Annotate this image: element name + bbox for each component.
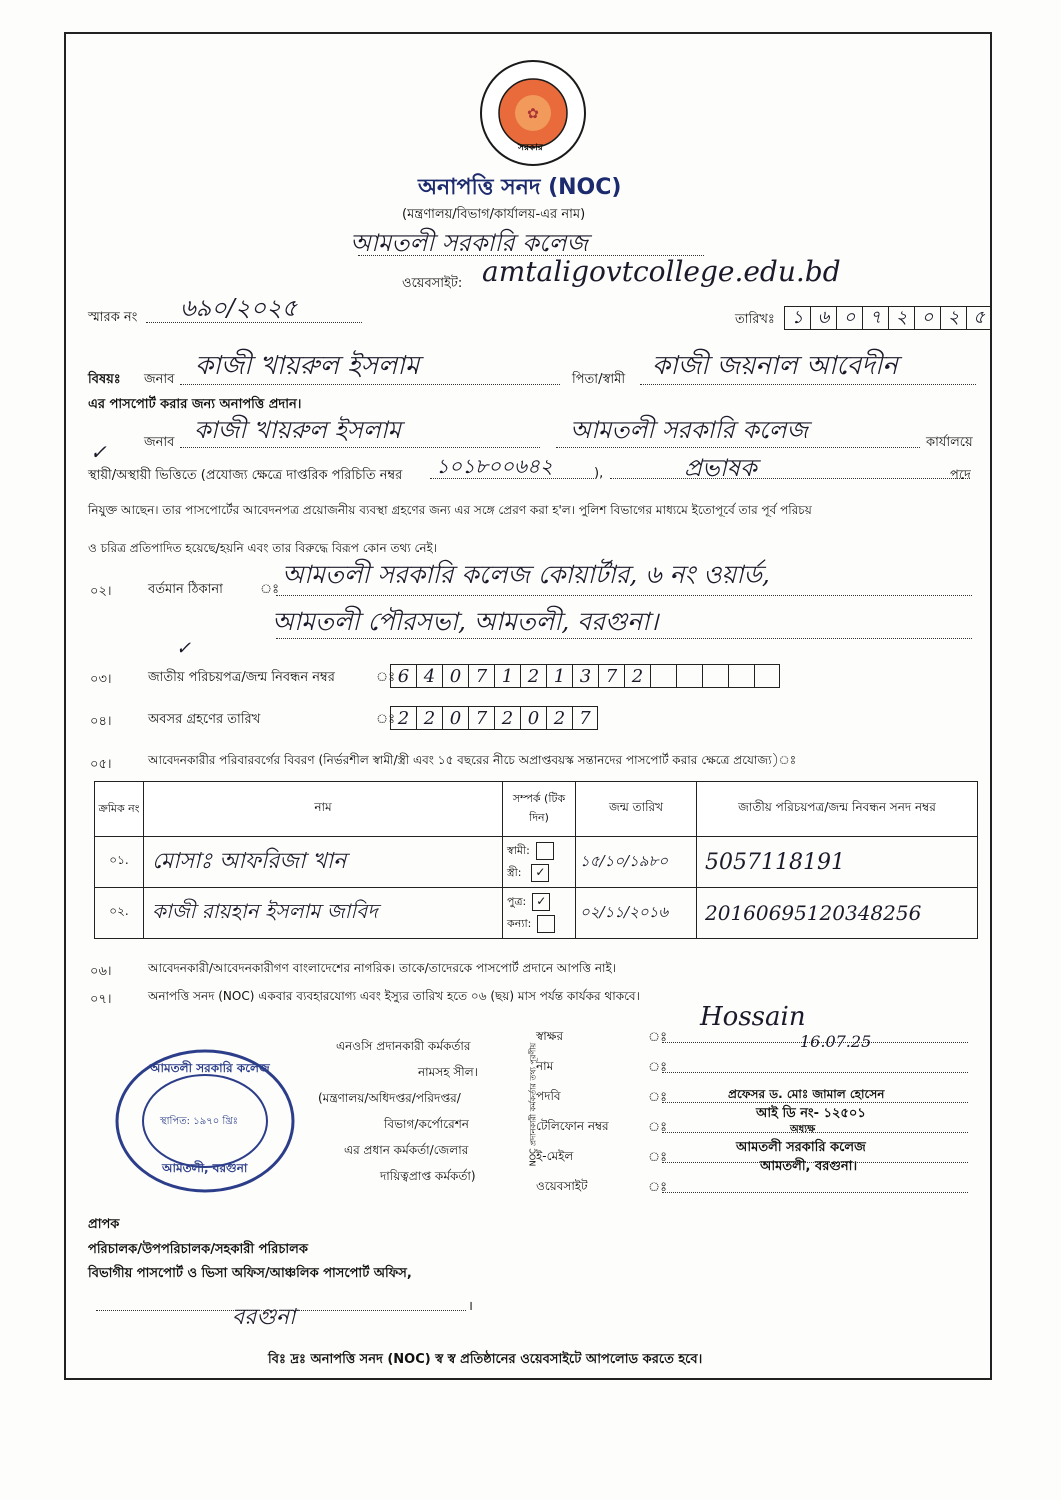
family-table — [94, 781, 978, 939]
digit-box: ০ — [914, 306, 940, 330]
seal-line-2: আই ডি নং- ১২৫০১ — [756, 1106, 866, 1121]
address-label: বর্তমান ঠিকানা — [148, 582, 223, 597]
digit-box: 0 — [520, 706, 546, 730]
office-value: আমতলী সরকারি কলেজ — [570, 416, 808, 444]
digit-box: 7 — [598, 664, 624, 688]
nid-boxes — [390, 664, 780, 688]
item-07-number: ০৭। — [90, 992, 112, 1007]
digit-box: ২ — [940, 306, 966, 330]
col-relation: সম্পর্ক (টিক দিন) — [503, 782, 576, 837]
digit-box: 2 — [520, 664, 546, 688]
janab-label: জনাব — [144, 372, 175, 387]
date-label: তারিখঃ — [735, 312, 775, 327]
digit-box — [650, 664, 676, 688]
recipient-line-2: বিভাগীয় পাসপোর্ট ও ভিসা অফিস/আঞ্চলিক পাসপোর্ট অফিস, — [88, 1266, 412, 1281]
digit-box: 7 — [468, 664, 494, 688]
field-name: নাম — [536, 1059, 554, 1073]
col-dob: জন্ম তারিখ — [576, 782, 697, 837]
digit-box: 0 — [442, 706, 468, 730]
paragraph-2: ও চরিত্র প্রতিপাদিত হয়েছে/হয়নি এবং তার বিরুদ্ধে বিরূপ কোন তথ্য নেই। — [88, 541, 438, 555]
relation-checkbox[interactable] — [536, 842, 554, 860]
stamp-bottom: আমতলী, বরগুনা — [162, 1161, 248, 1175]
field-phone: টেলিফোন নম্বর — [536, 1119, 609, 1133]
table-row — [95, 888, 978, 939]
official-id: ১০১৮০০৬৪২ — [436, 454, 553, 478]
stamp-sub: স্থাপিত: ১৯৭০ খ্রিঃ — [160, 1116, 239, 1127]
officer-left-4: এর প্রধান কর্মকর্তা/জেলার — [344, 1143, 469, 1157]
item-07-text: অনাপত্তি সনদ (NOC) একবার ব্যবহারযোগ্য এবং ইস্যুর তারিখ হতে ০৬ (ছয়) মাস পর্যন্ত কার্যকর থাকবে। — [148, 989, 640, 1003]
digit-box: 3 — [572, 664, 598, 688]
memo-value: ৬৯০/২০২৫ — [180, 294, 298, 322]
digit-box: ০ — [836, 306, 862, 330]
recipient-line-1: পরিচালক/উপপরিচালক/সহকারী পরিচালক — [88, 1242, 308, 1257]
digit-box: 1 — [494, 664, 520, 688]
officer-left-1: নামসহ সীল। — [418, 1065, 478, 1079]
retire-label: অবসর গ্রহণের তারিখ — [148, 712, 261, 727]
seal-line-5: আমতলী, বরগুনা। — [760, 1159, 858, 1174]
col-name: নাম — [144, 782, 503, 837]
field-designation: পদবি — [536, 1089, 561, 1103]
family-label: আবেদনকারীর পরিবারবর্গের বিবরণ (নির্ভরশীল স্বামী/স্ত্রী এবং ১৫ বছরের নীচে অপ্রাপ্তবয়স্ক সন্তানদের পাসপোর্ট করার ক্ষেত্রে প্রযোজ্য)ঃ — [148, 753, 797, 767]
relation-checkbox[interactable]: ✓ — [531, 864, 549, 882]
field-website: ওয়েবসাইট — [536, 1179, 588, 1193]
relation-checkbox[interactable] — [537, 915, 555, 933]
item-06-text: আবেদনকারী/আবেদনকারীগণ বাংলাদেশের নাগরিক। তাকে/তাদেরকে পাসপোর্ট প্রদানে আপত্তি নাই। — [148, 961, 617, 975]
digit-box: ২ — [888, 306, 914, 330]
row-id: 5057118191 — [697, 837, 978, 888]
basis-label: স্থায়ী/অস্থায়ী ভিত্তিতে (প্রযোজ্য ক্ষেত্রে দাপ্তরিক পরিচিতি নম্বর — [88, 468, 403, 483]
col-id: জাতীয় পরিচয়পত্র/জন্ম নিবন্ধন সনদ নম্বর — [697, 782, 978, 837]
row-serial: ০২. — [95, 888, 144, 939]
row-dob: ০২/১১/২০১৬ — [576, 888, 697, 939]
janab2-label: জনাব — [144, 435, 175, 450]
digit-box: 4 — [416, 664, 442, 688]
sign-date: 16.07.25 — [800, 1032, 872, 1051]
officer-left-0: এনওসি প্রদানকারী কর্মকর্তার — [336, 1039, 471, 1053]
officer-left-2: (মন্ত্রণালয়/অধিদপ্তর/পরিদপ্তর/ — [318, 1091, 461, 1105]
seal-line-1: প্রফেসর ড. মোঃ জামাল হোসেন — [728, 1087, 885, 1101]
item-06-number: ০৬। — [90, 964, 112, 979]
item-05-number: ০৫। — [90, 757, 112, 772]
digit-box: ৭ — [862, 306, 888, 330]
ministry-label: (মন্ত্রণালয়/বিভাগ/কার্যালয়-এর নাম) — [402, 207, 586, 222]
father-name: কাজী জয়নাল আবেদীন — [652, 351, 898, 381]
digit-box — [754, 664, 780, 688]
digit-box: 2 — [390, 706, 416, 730]
item-02-number: ০২। — [90, 584, 112, 599]
col-serial: ক্রমিক নং — [95, 782, 144, 837]
digit-box: ১ — [784, 306, 810, 330]
recipient-place: বরগুনা — [232, 1305, 296, 1330]
relation-checkbox[interactable]: ✓ — [532, 893, 550, 911]
vertical-label: NOC প্রদানকারী কর্মকর্তার তথ্য পূরণীয় — [528, 1042, 538, 1167]
digit-box — [676, 664, 702, 688]
svg-text:✿: ✿ — [527, 106, 539, 122]
digit-box: 7 — [572, 706, 598, 730]
officer-left-5: দায়িত্বপ্রাপ্ত কর্মকর্তা) — [380, 1169, 476, 1183]
digit-box: 0 — [442, 664, 468, 688]
officer-left-3: বিভাগ/কর্পোরেশন — [384, 1117, 469, 1131]
digit-box: 1 — [546, 664, 572, 688]
website-label: ওয়েবসাইট: — [402, 276, 463, 291]
ministry-value: আমতলী সরকারি কলেজ — [350, 229, 588, 257]
digit-box — [728, 664, 754, 688]
digit-box: ৬ — [810, 306, 836, 330]
row-serial: ০১. — [95, 837, 144, 888]
recipient-label: প্রাপক — [88, 1217, 120, 1232]
field-email: ই-মেইল — [536, 1149, 574, 1163]
website-value: amtaligovtcollege.edu.bd — [482, 255, 841, 288]
digit-box — [702, 664, 728, 688]
office-suffix: কার্যালয়ে — [926, 435, 973, 450]
page-title: অনাপত্তি সনদ (NOC) — [418, 175, 622, 200]
digit-box: ৫ — [966, 306, 992, 330]
designation-suffix: পদে — [950, 468, 971, 483]
row-name: কাজী রায়হান ইসলাম জাবিদ — [144, 888, 503, 939]
retire-date-boxes — [390, 706, 598, 730]
nid-label: জাতীয় পরিচয়পত্র/জন্ম নিবন্ধন নম্বর — [148, 670, 335, 685]
address-line-2: আমতলী পৌরসভা, আমতলী, বরগুনা। — [272, 607, 659, 636]
footer-note: বিঃ দ্রঃ অনাপত্তি সনদ (NOC) স্ব স্ব প্রতিষ্ঠানের ওয়েবসাইটে আপলোড করতে হবে। — [268, 1352, 703, 1367]
seal-line-4: আমতলী সরকারি কলেজ — [736, 1140, 866, 1155]
paragraph-1: নিযুক্ত আছেন। তার পাসপোর্টের আবেদনপত্র প্রয়োজনীয় ব্যবস্থা গ্রহণের জন্য এর সঙ্গে প্রেরণ করা হ'ল। পুলিশ বিভাগের মাধ্যমে ইতোপূর্বে তার পূর্ব পরিচয় — [88, 503, 812, 517]
address-line-1: আমতলী সরকারি কলেজ কোয়ার্টার, ৬ নং ওয়ার্ড, — [282, 560, 770, 589]
stamp-text: আমতলী সরকারি কলেজ — [150, 1061, 270, 1075]
officer-signature: Hossain — [700, 1002, 806, 1032]
table-row — [95, 837, 978, 888]
digit-box: 7 — [468, 706, 494, 730]
row-relation: স্বামী: স্ত্রী: ✓ — [503, 837, 576, 888]
memo-date-boxes — [784, 306, 992, 330]
digit-box: 6 — [390, 664, 416, 688]
row-relation: পুত্র: ✓ কন্যা: — [503, 888, 576, 939]
row-name: মোসাঃ আফরিজা খান — [144, 837, 503, 888]
subject-label: বিষয়ঃ — [88, 372, 121, 387]
memo-label: স্মারক নং — [88, 310, 138, 325]
field-signature: স্বাক্ষর — [536, 1029, 564, 1043]
digit-box: 2 — [494, 706, 520, 730]
item-04-number: ০৪। — [90, 714, 112, 729]
subject-line2: এর পাসপোর্ট করার জন্য অনাপত্তি প্রদান। — [88, 397, 302, 412]
designation-value: প্রভাষক — [684, 454, 757, 482]
row-id: 20160695120348256 — [697, 888, 978, 939]
digit-box: 2 — [546, 706, 572, 730]
seal-line-3: অধ্যক্ষ — [790, 1124, 816, 1135]
digit-box: 2 — [416, 706, 442, 730]
subject-name: কাজী খায়রুল ইসলাম — [195, 351, 420, 381]
item-03-number: ০৩। — [90, 672, 112, 687]
digit-box: 2 — [624, 664, 650, 688]
father-label: পিতা/স্বামী — [572, 372, 626, 387]
emblem-text-bottom: সরকার — [518, 143, 543, 153]
row-dob: ১৫/১০/১৯৮০ — [576, 837, 697, 888]
name2-value: কাজী খায়রুল ইসলাম — [194, 416, 402, 444]
